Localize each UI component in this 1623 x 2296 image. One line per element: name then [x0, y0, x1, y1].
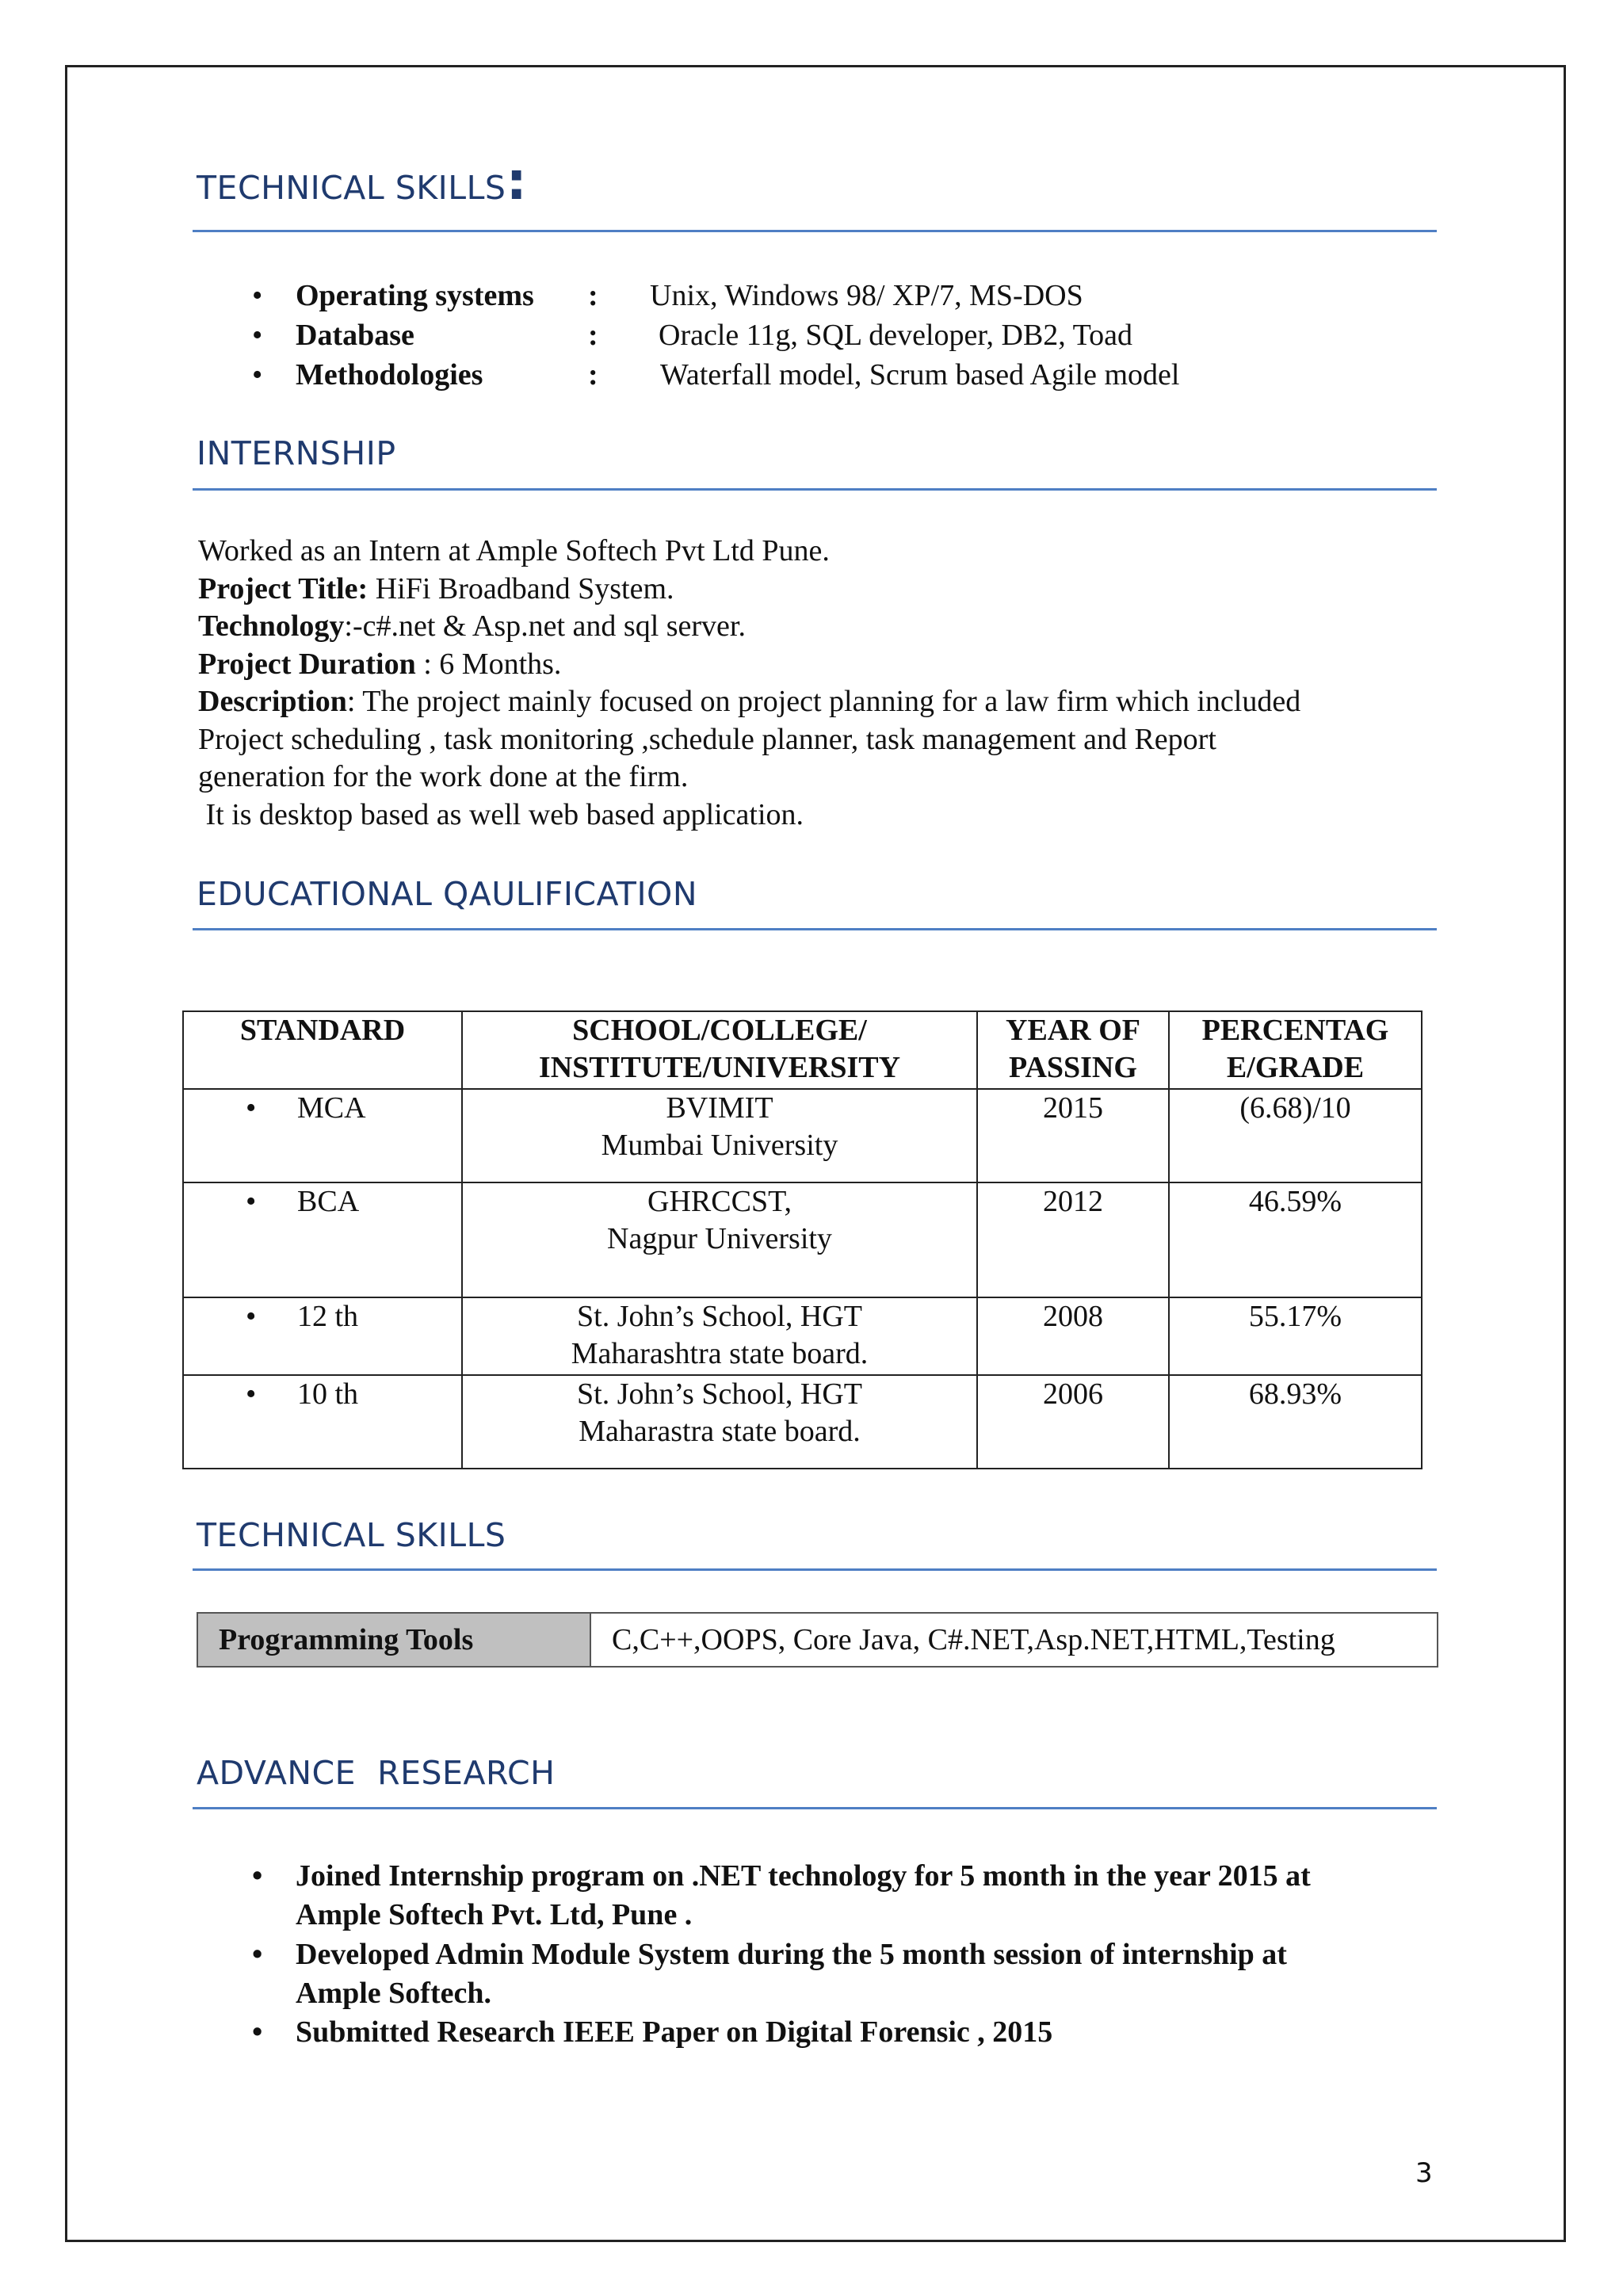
project-title-line — [198, 571, 1466, 609]
cell-standard: • 12 th — [183, 1297, 462, 1375]
research-text: Joined Internship program on .NET technology for 5 month in the year 2015 at Ample Softech Pvt. Ltd, Pune . — [296, 1859, 1311, 1931]
internship-line: Worked as an Intern at Ample Softech Pvt Ltd Pune. — [198, 534, 830, 567]
education-table — [182, 1010, 1423, 1469]
skill-separator: : — [588, 279, 598, 312]
section-heading-technical-skills-2: TECHNICAL SKILLS — [197, 1516, 506, 1554]
heading-text: TECHNICAL SKILLS — [197, 169, 506, 207]
programming-tools-value: C,C++,OOPS, Core Java, C#.NET,Asp.NET,HTML,Testing — [612, 1623, 1335, 1656]
section-heading-internship: INTERNSHIP — [197, 434, 396, 472]
cell-school: GHRCCST, Nagpur University — [462, 1182, 977, 1297]
cell-school: St. John’s School, HGT Maharashtra state board. — [462, 1297, 977, 1375]
duration-line — [198, 646, 1466, 684]
research-text: Submitted Research IEEE Paper on Digital Forensic , 2015 — [296, 2015, 1053, 2049]
section-heading-technical-skills — [197, 151, 528, 212]
cell-year: 2015 — [977, 1089, 1169, 1182]
description-line — [198, 683, 1466, 721]
project-title-label: Project Title: — [198, 571, 369, 606]
research-text: Developed Admin Module System during the 5 month session of internship at Ample Softech. — [296, 1938, 1287, 2010]
cell-school: St. John’s School, HGT Maharastra state board. — [462, 1375, 977, 1469]
skill-label: Operating systems — [296, 279, 534, 312]
skill-separator: : — [588, 358, 598, 392]
description-line: It is desktop based as well web based application. — [198, 797, 804, 831]
skill-value: Waterfall model, Scrum based Agile model — [660, 358, 1180, 392]
technology-label: Technology — [198, 609, 345, 643]
section-rule — [193, 928, 1437, 930]
technology-line — [198, 608, 1466, 646]
table-row — [183, 1375, 1422, 1469]
cell-standard: • MCA — [183, 1089, 462, 1182]
skill-value: Unix, Windows 98/ XP/7, MS-DOS — [650, 279, 1083, 312]
cell-standard: • 10 th — [183, 1375, 462, 1469]
column-header-school: SCHOOL/COLLEGE/ INSTITUTE/UNIVERSITY — [462, 1011, 977, 1089]
column-header-grade: PERCENTAG E/GRADE — [1169, 1011, 1422, 1089]
project-title-value: HiFi Broadband System. — [368, 571, 674, 606]
cell-standard: • BCA — [183, 1182, 462, 1297]
technology-value: :-c#.net & Asp.net and sql server. — [344, 609, 746, 643]
section-rule — [193, 230, 1437, 232]
column-header-year: YEAR OF PASSING — [977, 1011, 1169, 1089]
table-row — [183, 1297, 1422, 1375]
cell-year: 2012 — [977, 1182, 1169, 1297]
section-heading-education: EDUCATIONAL QAULIFICATION — [197, 875, 697, 913]
skill-label: Database — [296, 319, 414, 352]
section-rule — [193, 488, 1437, 491]
duration-value: : 6 Months. — [415, 647, 562, 681]
bullet: • — [252, 1859, 263, 1893]
cell-school: BVIMIT Mumbai University — [462, 1089, 977, 1182]
description-label: Description — [198, 685, 347, 718]
section-heading-advance-research: ADVANCE RESEARCH — [197, 1754, 556, 1792]
programming-tools-label: Programming Tools — [198, 1614, 591, 1666]
bullet: • — [252, 1938, 263, 1971]
cell-year: 2006 — [977, 1375, 1169, 1469]
skill-separator: : — [588, 319, 598, 352]
heading-colon: : — [506, 151, 528, 212]
cell-grade: 46.59% — [1169, 1182, 1422, 1297]
description-text: : The project mainly focused on project planning for a law firm which included — [346, 685, 1301, 718]
section-rule — [193, 1568, 1437, 1571]
description-line: generation for the work done at the firm. — [198, 760, 689, 793]
skill-label: Methodologies — [296, 358, 483, 392]
skill-value: Oracle 11g, SQL developer, DB2, Toad — [659, 319, 1133, 352]
cell-grade: 68.93% — [1169, 1375, 1422, 1469]
cell-grade: 55.17% — [1169, 1297, 1422, 1375]
cell-grade: (6.68)/10 — [1169, 1089, 1422, 1182]
bullet: • — [252, 319, 263, 352]
cell-year: 2008 — [977, 1297, 1169, 1375]
internship-details — [198, 533, 1466, 834]
page-number: 3 — [1415, 2157, 1433, 2189]
section-rule — [193, 1807, 1437, 1809]
description-line: Project scheduling , task monitoring ,schedule planner, task management and Report — [198, 722, 1216, 756]
table-row — [183, 1182, 1422, 1297]
duration-label: Project Duration — [198, 647, 416, 681]
table-header-row — [183, 1011, 1422, 1089]
table-row — [183, 1089, 1422, 1182]
bullet: • — [252, 358, 263, 392]
column-header-standard: STANDARD — [183, 1011, 462, 1089]
bullet: • — [252, 279, 263, 312]
bullet: • — [252, 2015, 263, 2049]
programming-tools-table — [197, 1612, 1438, 1668]
